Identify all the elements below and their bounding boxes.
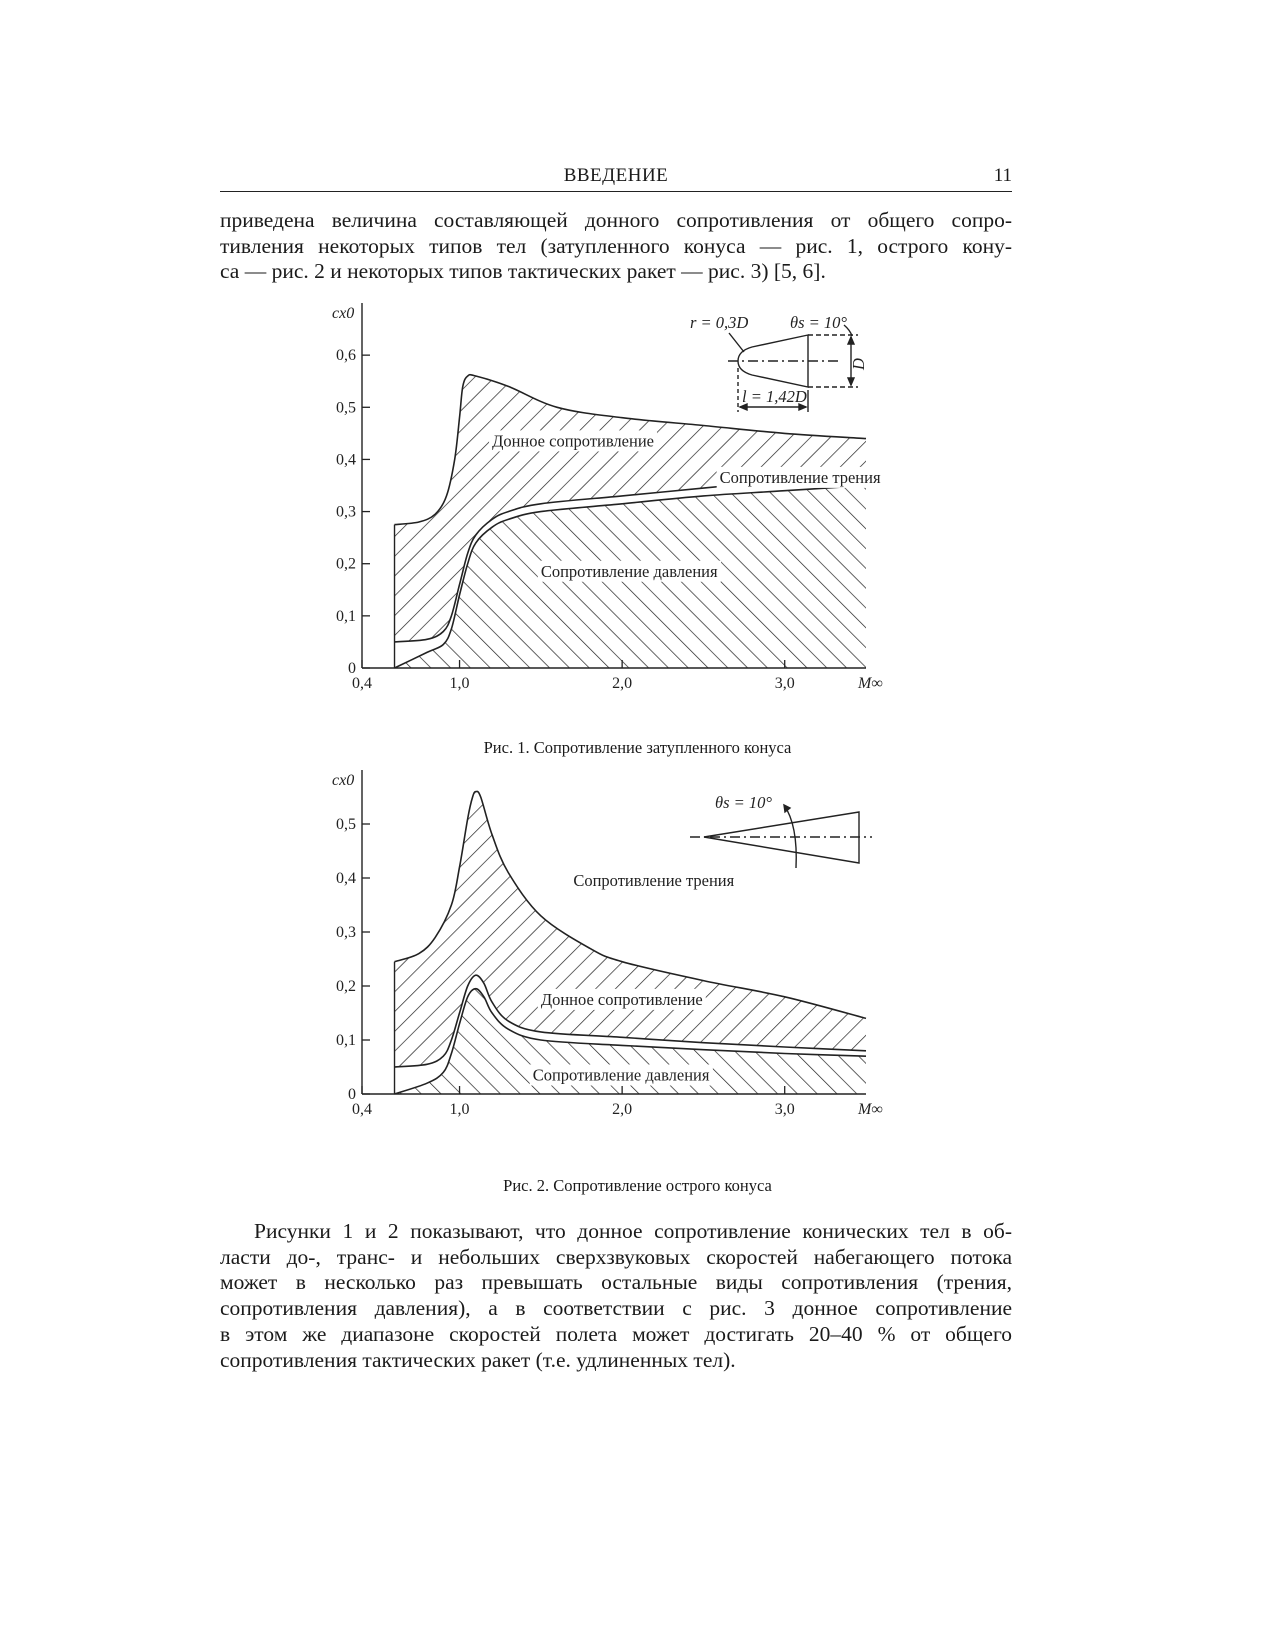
text-line: Рисунки 1 и 2 показывают, что донное сопротивление конических тел в об- (254, 1219, 1012, 1243)
fig1-annotation: Донное сопротивление (492, 431, 654, 451)
fig2-inset-sharp-cone (690, 805, 872, 868)
fig2-y-tick-label: 0,4 (336, 870, 356, 887)
text-line: са — рис. 2 и некоторых типов тактических ракет — рис. 3) [5, 6]. (220, 259, 826, 284)
fig2-x-tick-label: 3,0 (774, 1101, 795, 1118)
fig2-y-tick-label: 0,2 (336, 978, 356, 995)
fig1-y-axis-label: cx0 (332, 305, 355, 322)
text-line: сопротивления тактических ракет (т.е. удлиненных тел). (220, 1347, 736, 1372)
fig1-y-tick-label: 0,1 (336, 607, 356, 625)
fig1-inset-diameter-label: D (849, 358, 868, 370)
fig2-x-axis-label: M∞ (858, 1101, 883, 1118)
text-line: сопротивления давления), а в соответствии с рис. 3 донное сопротивление (220, 1296, 1012, 1321)
header-title: ВВЕДЕНИЕ (563, 165, 669, 186)
fig1-chart (332, 303, 884, 692)
page-number: 11 (993, 165, 1012, 186)
fig1-x-axis-label: M∞ (858, 675, 883, 692)
figure1-caption: Рис. 1. Сопротивление затупленного конуса (483, 738, 792, 757)
fig1-inset-radius-label: r = 0,3D (690, 313, 749, 332)
fig1-x-tick-label: 3,0 (774, 675, 795, 692)
fig1-x-tick-label: 1,0 (449, 675, 470, 692)
fig2-y-axis-label: cx0 (332, 772, 355, 789)
fig2-x-tick-label: 2,0 (612, 1101, 633, 1118)
fig1-y-tick-label: 0,4 (336, 451, 356, 469)
fig2-annotation: Сопротивление трения (573, 871, 735, 891)
fig2-y-tick-label: 0 (348, 1086, 356, 1103)
fig2-y-tick-label: 0,5 (336, 816, 356, 833)
fig2-x-tick-label: 1,0 (449, 1101, 470, 1118)
fig2-x-tick-label: 0,4 (352, 1101, 372, 1118)
fig1-y-tick-label: 0,6 (336, 347, 356, 365)
figure2-caption: Рис. 2. Сопротивление острого конуса (503, 1176, 772, 1195)
fig1-inset-angle-label: θs = 10° (790, 313, 848, 332)
fig1-y-tick-label: 0 (348, 660, 356, 677)
fig1-inset-length-label: l = 1,42D (742, 387, 807, 406)
fig1-inset-radius-leader (729, 333, 744, 352)
fig1-annotation: Сопротивление трения (719, 467, 881, 487)
fig2-y-tick-label: 0,3 (336, 924, 356, 941)
fig2-annotation: Сопротивление давления (532, 1065, 710, 1085)
text-line: ласти до-, транс- и небольших сверхзвуковых скоростей набегающего потока (220, 1244, 1012, 1269)
fig2-y-tick-label: 0,1 (336, 1032, 356, 1049)
fig2-inset-angle-label: θs = 10° (715, 793, 773, 812)
text-line: приведена величина составляющей донного сопротивления от общего сопро- (220, 208, 1012, 232)
fig1-y-tick-label: 0,3 (336, 503, 356, 521)
text-line: может в несколько раз превышать остальные виды сопротивления (трения, (220, 1270, 1012, 1295)
text-line: тивления некоторых типов тел (затупленного конуса — рис. 1, острого кону- (220, 233, 1012, 258)
fig1-y-tick-label: 0,5 (336, 399, 356, 417)
text-line: в этом же диапазоне скоростей полета может достигать 20–40 % от общего (220, 1321, 1012, 1346)
fig2-annotation: Донное сопротивление (540, 989, 703, 1009)
fig1-annotation: Сопротивление давления (540, 561, 718, 581)
closing-paragraph (220, 1219, 1012, 1373)
fig1-x-tick-label: 2,0 (612, 675, 633, 692)
fig1-y-tick-label: 0,2 (336, 555, 356, 573)
fig1-x-tick-label: 0,4 (352, 675, 372, 692)
